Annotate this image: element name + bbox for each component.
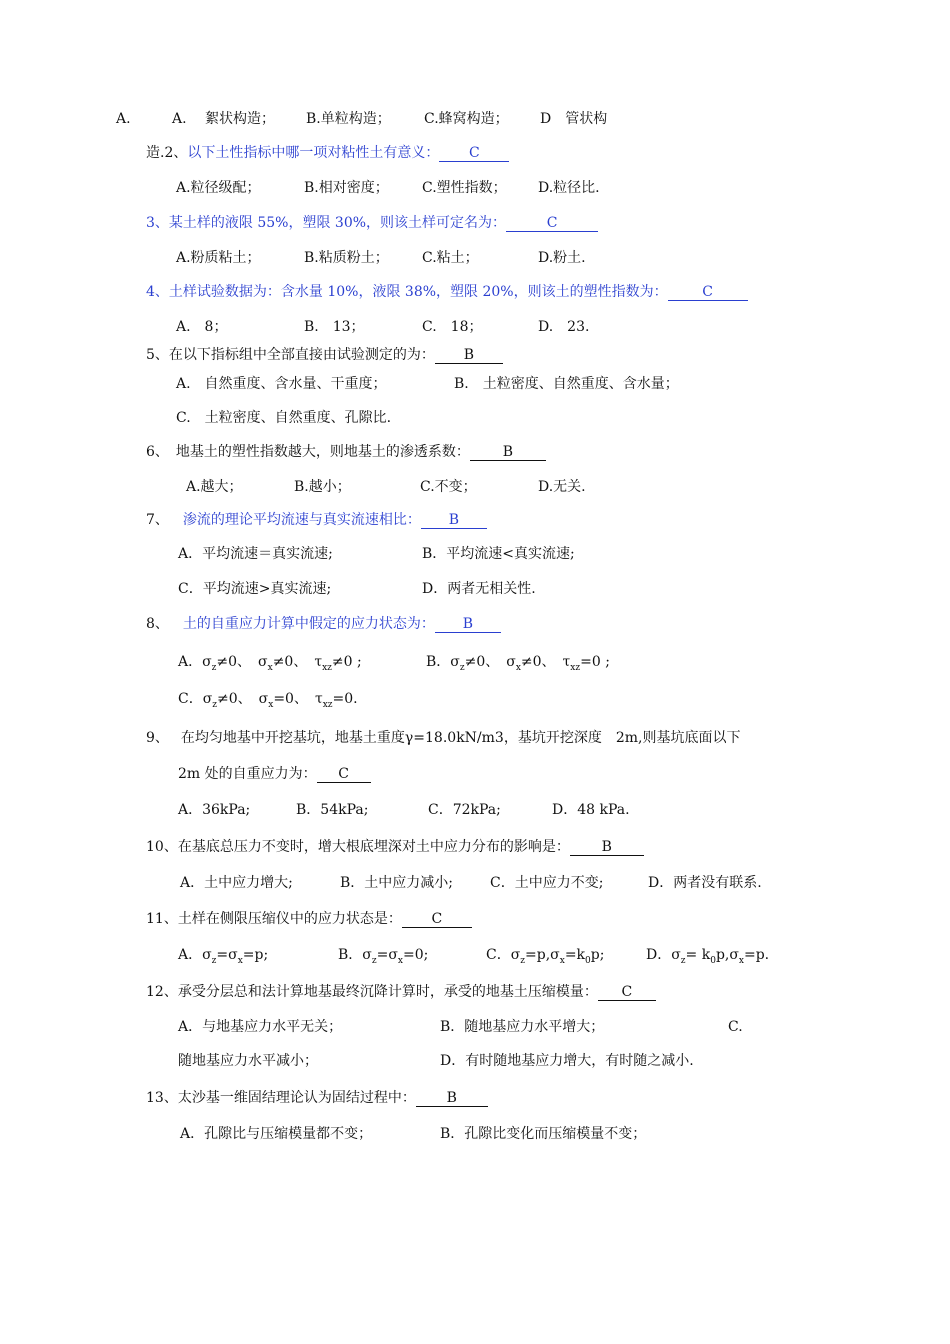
- q1-label: A.: [116, 111, 131, 127]
- q9-stem-2: 2m 处的自重应力为：: [178, 766, 317, 782]
- q7-option-d: D．两者无相关性.: [422, 581, 536, 597]
- question-7: [146, 511, 487, 529]
- q8-option-c: C．$\sigma_z\ne 0$、 $\sigma_x=0$、 $\tau_{xz}=0$.: [178, 691, 358, 710]
- q1-option-d: D 管状构: [540, 111, 608, 127]
- q2-option-a: A.粒径级配；: [176, 180, 261, 196]
- q11-stem: 11、土样在侧限压缩仪中的应力状态是：: [146, 911, 402, 927]
- q7-number: 7、: [146, 512, 169, 528]
- q9-number: 9、: [146, 730, 169, 746]
- q12-option-d: D．有时随地基应力增大，有时随之减小.: [440, 1053, 694, 1069]
- q10-answer: B: [570, 839, 644, 856]
- q12-option-c: C.: [728, 1019, 743, 1035]
- q4-option-d: D. 23.: [538, 319, 590, 335]
- q6-option-c: C.不变；: [420, 479, 477, 495]
- q10-option-d: D．两者没有联系.: [648, 875, 762, 891]
- q4-stem: 4、土样试验数据为：含水量 10%，液限 38%，塑限 20%，则该土的塑性指数为：: [146, 284, 668, 300]
- q12-option-a: A．与地基应力水平无关；: [178, 1019, 343, 1035]
- question-11: [146, 910, 472, 928]
- q2-option-c: C.塑性指数；: [422, 180, 507, 196]
- q4-answer: C: [668, 284, 748, 301]
- question-12: [146, 983, 656, 1001]
- q13-option-b: B．孔隙比变化而压缩模量不变；: [440, 1126, 647, 1142]
- q3-option-d: D.粉土.: [538, 250, 586, 266]
- q7-option-a: A．平均流速＝真实流速;: [178, 546, 333, 562]
- q13-stem: 13、太沙基一维固结理论认为固结过程中：: [146, 1090, 416, 1106]
- q6-option-b: B.越小；: [294, 479, 351, 495]
- q12-option-c-text: 随地基应力水平减小；: [178, 1053, 318, 1069]
- q5-option-a: A. 自然重度、含水量、干重度；: [176, 376, 387, 392]
- q7-option-c: C．平均流速>真实流速;: [178, 581, 332, 597]
- question-3: [146, 214, 598, 232]
- q9-answer: C: [317, 766, 371, 783]
- q9-option-d: D．48 kPa.: [552, 802, 630, 818]
- question-9: [146, 729, 740, 747]
- q8-option-b: B．$\sigma_z\ne 0$、 $\sigma_x\ne 0$、 $\tau_{xz}=0$ ;: [426, 654, 610, 673]
- q7-option-b: B．平均流速<真实流速;: [422, 546, 575, 562]
- q11-answer: C: [402, 911, 472, 928]
- q4-option-b: B. 13；: [304, 319, 365, 335]
- q11-option-a: A．$\sigma_z=\sigma_x=p$;: [178, 947, 269, 966]
- question-9-cont: [178, 765, 371, 783]
- q7-answer: B: [421, 512, 487, 529]
- q3-answer: C: [506, 215, 598, 232]
- question-10: [146, 838, 644, 856]
- q9-stem: 在均匀地基中开挖基坑，地基土重度γ=18.0kN/m3，基坑开挖深度 2m,则基坑底面以下: [180, 730, 741, 746]
- q11-option-d: D．$\sigma_z= k_0p,\sigma_x=p$.: [646, 947, 770, 966]
- q2-stem: 以下土性指标中哪一项对粘性土有意义：: [187, 145, 440, 161]
- q6-answer: B: [470, 444, 546, 461]
- q6-option-a: A.越大；: [186, 479, 243, 495]
- q7-stem: 渗流的理论平均流速与真实流速相比：: [182, 512, 421, 528]
- q12-stem: 12、承受分层总和法计算地基最终沉降计算时，承受的地基土压缩模量：: [146, 984, 598, 1000]
- q11-option-c: C．$\sigma_z=p,\sigma_x=k_0p$;: [486, 947, 605, 966]
- question-8: [146, 615, 501, 633]
- q10-option-c: C．土中应力不变;: [490, 875, 604, 891]
- q1-option-b: B.单粒构造；: [306, 111, 391, 127]
- q8-answer: B: [435, 616, 501, 633]
- q4-option-c: C. 18；: [422, 319, 483, 335]
- q6-option-d: D.无关.: [538, 479, 586, 495]
- question-6: [146, 443, 546, 461]
- q3-option-c: C.粘土；: [422, 250, 479, 266]
- q3-stem: 3、某土样的液限 55%，塑限 30%，则该土样可定名为：: [146, 215, 507, 231]
- q12-answer: C: [598, 984, 656, 1001]
- q10-option-a: A．土中应力增大;: [180, 875, 293, 891]
- q8-option-a: A．$\sigma_z\ne 0$、 $\sigma_x\ne 0$、 $\tau_{xz}\ne 0$ ;: [178, 654, 362, 673]
- q9-option-b: B．54kPa;: [296, 802, 369, 818]
- q9-option-c: C．72kPa;: [428, 802, 501, 818]
- question-13: [146, 1089, 488, 1107]
- q6-stem: 6、 地基土的塑性指数越大，则地基土的渗透系数：: [146, 444, 470, 460]
- q8-number: 8、: [146, 616, 169, 632]
- q10-option-b: B．土中应力减小;: [340, 875, 454, 891]
- q12-option-b: B．随地基应力水平增大；: [440, 1019, 605, 1035]
- q1-option-c: C.蜂窝构造；: [424, 111, 509, 127]
- q5-option-c: C. 土粒密度、自然重度、孔隙比.: [176, 410, 392, 426]
- q2-option-b: B.相对密度；: [304, 180, 389, 196]
- q2-option-d: D.粒径比.: [538, 180, 600, 196]
- q2-answer: C: [439, 145, 509, 162]
- q9-option-a: A．36kPa;: [178, 802, 251, 818]
- q1-wrap: 造.: [146, 145, 165, 161]
- q8-stem: 土的自重应力计算中假定的应力状态为：: [182, 616, 435, 632]
- q3-option-a: A.粉质粘土；: [176, 250, 261, 266]
- question-2: [146, 144, 509, 162]
- question-5: [146, 346, 503, 364]
- q4-option-a: A. 8；: [176, 319, 228, 335]
- q10-stem: 10、在基底总压力不变时，增大根底埋深对土中应力分布的影响是：: [146, 839, 570, 855]
- q11-option-b: B．$\sigma_z=\sigma_x=0$;: [338, 947, 429, 966]
- q1-option-a: A. 絮状构造；: [172, 111, 276, 127]
- q3-option-b: B.粘质粉土；: [304, 250, 389, 266]
- q5-stem: 5、在以下指标组中全部直接由试验测定的为：: [146, 347, 435, 363]
- q5-answer: B: [435, 347, 503, 364]
- q5-option-b: B. 土粒密度、自然重度、含水量；: [454, 376, 679, 392]
- q13-option-a: A．孔隙比与压缩模量都不变；: [180, 1126, 373, 1142]
- q2-number: 2、: [164, 145, 188, 161]
- question-4: [146, 283, 748, 301]
- q13-answer: B: [416, 1090, 488, 1107]
